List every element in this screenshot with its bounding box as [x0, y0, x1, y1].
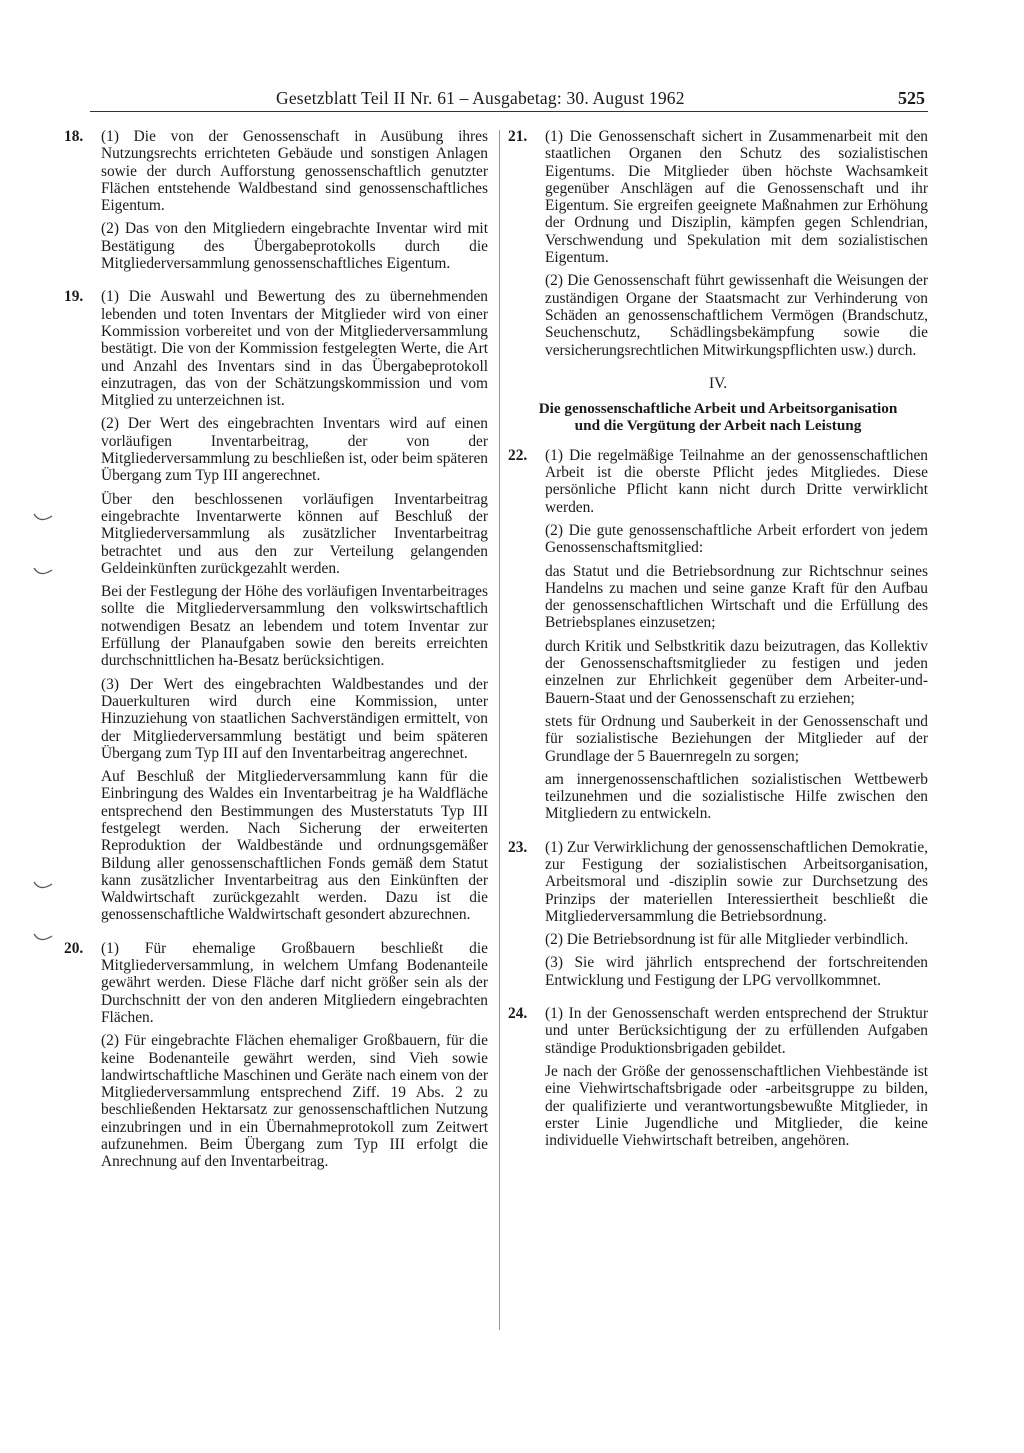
section-number: 23.: [508, 838, 528, 856]
section-number: 24.: [508, 1005, 528, 1023]
margin-check-mark: [32, 566, 54, 578]
paragraph: (2) Der Wert des eingebrachten Inventars wird auf einen vorläufigen Inventarbeitrag, der von der Mitgliederversammlung zu beschließen ist, oder beim späteren Übergang zum Typ III angerechnet.: [101, 415, 488, 485]
paragraph: (1) Für ehemalige Großbauern beschließt die Mitgliederversammlung, in welchem Umfang Bodenanteile gewährt werden. Diese Fläche darf nicht größer sein als der Durchschnitt der von den anderen Mitgliedern eingebrachten Flächen.: [101, 939, 488, 1026]
paragraph: (1) Die Auswahl und Bewertung des zu übernehmenden lebenden und toten Inventars der Mitglieder wird von einer Kommission vorbereitet und von der Mitgliederversammlung bestätigt. Die von der Kommission festgelegten Werte, die Art und Anzahl des Inventars sind in das Übergabeprotokoll einzutragen, das von der Schätzungskommission und vom Mitglied zu unterzeichnen ist.: [101, 288, 488, 410]
section-title-line: und die Vergütung der Arbeit nach Leistung: [574, 417, 862, 435]
section-numeral: IV.: [708, 374, 728, 392]
section-18: [64, 128, 488, 272]
section-number: 22.: [508, 446, 528, 464]
paragraph: (2) Für eingebrachte Flächen ehemaliger Großbauern, für die keine Bodenanteile gewährt werden, sind Vieh sowie landwirtschaftliche Maschinen und Geräte nach einem von der Mitgliederversammlung entsprechend Ziff. 19 Abs. 2 zu beschließenden Hektarsatz zur genossenschaftlichen Nutzung einzubringen und in ein Übernahmeprotokoll zum Zeitwert aufzunehmen. Beim Übergang zum Typ III erfolgt die Anrechnung auf den Inventarbeitrag.: [101, 1032, 488, 1171]
header-rule: [90, 111, 928, 112]
paragraph: stets für Ordnung und Sauberkeit in der Genossenschaft und für sozialistische Beziehungen der Mitglieder auf der Grundlage der 5 Bauernregeln zu sorgen;: [545, 712, 928, 765]
paragraph: (2) Die gute genossenschaftliche Arbeit erfordert von jedem Genossenschaftsmitglied:: [545, 521, 928, 557]
page-header: [0, 88, 1024, 112]
paragraph: (2) Die Genossenschaft führt gewissenhaft die Weisungen der zuständigen Organe der Staatsmacht zur Verhinderung von Schäden an genossenschaftlichem Vermögen (Brandschutz, Seuchenschutz, Schädlingsbekämpfung sowie die versicherungsrechtlichen Mitwirkungspflichten usw.) durch.: [545, 272, 928, 359]
section-20: [64, 940, 488, 1171]
section-21: [508, 128, 928, 359]
margin-check-mark: [32, 512, 54, 524]
section-22: [508, 447, 928, 823]
running-title: Gesetzblatt Teil II Nr. 61 – Ausgabetag: 30. August 1962: [276, 88, 685, 108]
section-number: 18.: [64, 128, 84, 145]
section-title: [508, 400, 928, 435]
paragraph: durch Kritik und Selbstkritik dazu beizutragen, das Kollektiv der Genossenschaftsmitglieder zu festigen und jeden einzelnen zur Ehrlichkeit gegenüber dem Arbeiter-und-Bauern-Staat und der Genossenschaft zu erziehen;: [545, 637, 928, 707]
paragraph: am innergenossenschaftlichen sozialistischen Wettbewerb teilzunehmen und die sozialistische Hilfe zwischen den Mitgliedern zu entwickeln.: [545, 770, 928, 823]
paragraph: (1) Zur Verwirklichung der genossenschaftlichen Demokratie, zur Festigung der sozialistischen Arbeitsorganisation, Arbeitsmoral und -disziplin sowie zur Durchsetzung des Prinzips der materiellen Interessiertheit beschließt die Mitgliederversammlung die Betriebsordnung.: [545, 838, 928, 925]
paragraph: (2) Das von den Mitgliedern eingebrachte Inventar wird mit Bestätigung des Übergabeprotokolls durch die Mitgliederversammlung genossenschaftliches Eigentum.: [101, 220, 488, 273]
paragraph: das Statut und die Betriebsordnung zur Richtschnur seines Handelns zu machen und seine ganze Kraft für den Aufbau der genossenschaftlichen Wirtschaft und die Erfüllung des Betriebsplanes einzusetzen;: [545, 562, 928, 632]
paragraph: (1) Die Genossenschaft sichert in Zusammenarbeit mit den staatlichen Organen den Schutz des sozialistischen Eigentums. Die Mitglieder üben höchste Wachsamkeit gegenüber Anschlägen auf die Genossenschaft und ihr Eigentum. Sie ergreifen geeignete Maßnahmen zur Erhöhung der Ordnung und Disziplin, kämpfen gegen Schlendrian, Verschwendung und Spekulation mit dem sozialistischen Eigentum.: [545, 128, 928, 267]
section-23: [508, 839, 928, 989]
section-number: 19.: [64, 288, 84, 306]
paragraph: Auf Beschluß der Mitgliederversammlung kann für die Einbringung des Waldes ein Inventarbeitrag je ha Waldfläche entsprechend den Bestimmungen des Musterstatuts Typ III festgelegt werden. Nach Sicherung der erweiterten Reproduktion der Waldbestände und ordnungsgemäßer Bildung aller genossenschaftlichen Fonds gemäß dem Statut kann zusätzlicher Inventarbeitrag aus den Einkünften der Waldwirtschaft zurückgezahlt werden. Dazu ist die genossenschaftliche Waldwirtschaft gesondert abzurechnen.: [101, 768, 488, 924]
paragraph: Über den beschlossenen vorläufigen Inventarbeitrag eingebrachte Inventarwerte können auf Beschluß der Mitgliederversammlung als zusätzlicher Inventarbeitrag betrachtet und aus den zur Verteilung gelangenden Geldeinkünften zurückgezahlt werden.: [101, 490, 488, 577]
paragraph: (3) Sie wird jährlich entsprechend der fortschreitenden Entwicklung und Festigung der LPG vervollkommnet.: [545, 954, 928, 989]
right-column: [508, 128, 928, 1165]
paragraph: (1) Die regelmäßige Teilnahme an der genossenschaftlichen Arbeit ist die oberste Pflicht jedes Mitgliedes. Diese persönliche Pflicht kann nicht durch Dritte verwirklicht werden.: [545, 446, 928, 516]
margin-check-mark: [32, 932, 54, 944]
paragraph: Bei der Festlegung der Höhe des vorläufigen Inventarbeitrages sollte die Mitgliederversammlung den volkswirtschaftlich notwendigen Besatz an lebendem und totem Inventar zur Erfüllung der Planaufgaben sowie den bereits erreichten durchschnittlichen ha-Besatz berücksichtigen.: [101, 583, 488, 670]
section-number: 21.: [508, 128, 528, 145]
left-column: [64, 128, 488, 1187]
margin-check-mark: [32, 880, 54, 892]
section-number: 20.: [64, 939, 84, 957]
paragraph: (2) Die Betriebsordnung ist für alle Mitglieder verbindlich.: [545, 931, 909, 949]
paragraph: (1) In der Genossenschaft werden entsprechend der Struktur und unter Berücksichtigung der zu erfüllenden Aufgaben ständige Produktionsbrigaden gebildet.: [545, 1005, 928, 1057]
paragraph: Je nach der Größe der genossenschaftlichen Viehbestände ist eine Viehwirtschaftsbrigade oder -arbeitsgruppe zu bilden, der qualifizierte und verantwortungsbewußte Mitglieder, in erster Linie Jugendliche und Mitglieder, die keine individuelle Viehwirtschaft betreiben, angehören.: [545, 1062, 928, 1150]
section-title-line: Die genossenschaftliche Arbeit und Arbeitsorganisation: [538, 400, 898, 418]
paragraph: (3) Der Wert des eingebrachten Waldbestandes und der Dauerkulturen wird durch eine Kommission, unter Hinzuziehung von staatlichen Sachverständigen ermittelt, von der Mitgliederversammlung bestätigt und beim späteren Übergang zum Typ III auf den Inventarbeitrag angerechnet.: [101, 675, 488, 762]
page-number: 525: [898, 88, 925, 108]
section-24: [508, 1005, 928, 1149]
section-19: [64, 288, 488, 923]
column-divider: [499, 130, 500, 1330]
paragraph: (1) Die von der Genossenschaft in Ausübung ihres Nutzungsrechts errichteten Gebäude und sonstigen Anlagen sowie der durch Aufforstung genossenschaftlich genutzter Flächen entstehende Waldbestand sind genossenschaftliches Eigentum.: [101, 128, 488, 215]
